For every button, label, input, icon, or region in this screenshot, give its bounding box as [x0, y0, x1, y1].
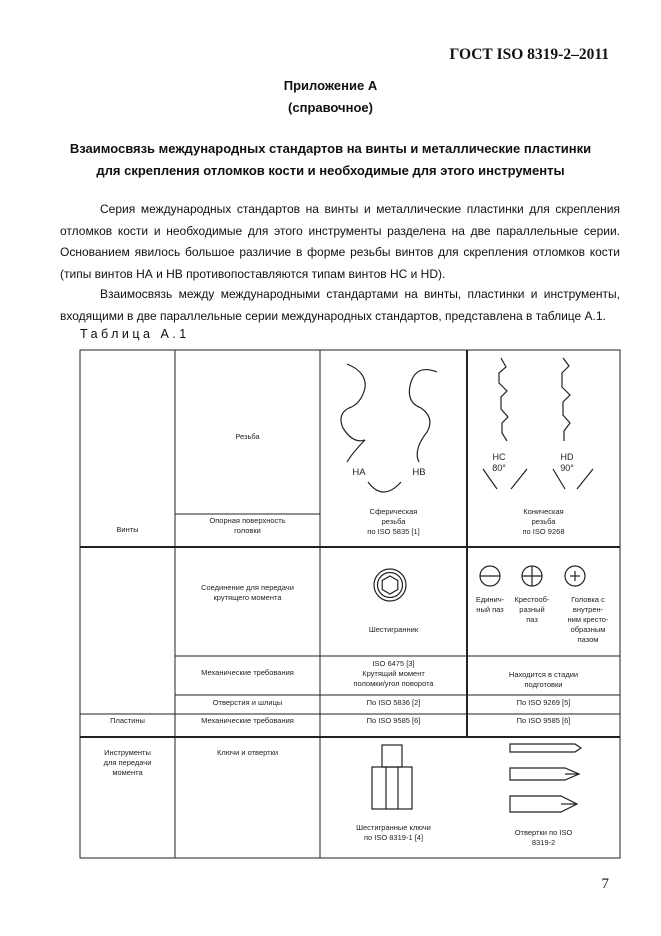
- hd-angle-label: 90°: [560, 463, 574, 473]
- paragraph-2: Взаимосвязь между международными стандартами на винты, пластинки и инструменты, входящими в две параллельные серии международных стандартов, представлена в таблице А.1.: [60, 287, 620, 323]
- mech-requirements-label: Механические требования: [201, 668, 294, 677]
- screwdrivers-line-1: Отвертки по ISO: [514, 828, 573, 837]
- instruments-label-line-1: Инструменты: [104, 748, 151, 757]
- table-caption: Таблица А.1: [80, 327, 190, 341]
- thread-label: Резьба: [235, 432, 260, 441]
- screwdriver-tips-icon: [505, 740, 585, 822]
- mech-left-text: [320, 659, 467, 689]
- plates-mech-requirements-label: Механические требования: [201, 716, 294, 725]
- mech-left-line-2: Крутящий момент: [362, 669, 425, 678]
- conical-thread-text: [467, 507, 620, 537]
- ha-label: HA: [352, 467, 366, 478]
- hb-thread-profile-icon: [409, 370, 437, 462]
- spherical-thread-line-2: резьба: [381, 517, 406, 526]
- mech-left-line-3: поломки/угол поворота: [353, 679, 434, 688]
- hc-label: HC: [492, 452, 506, 462]
- ha-hb-thread-diagram: [323, 360, 463, 510]
- spherical-thread-line-3: по ISO 5835 [1]: [367, 527, 420, 536]
- cross-slot-line-1: Крестооб-: [514, 595, 550, 604]
- cross-recess-head-line-4: образным: [570, 625, 606, 634]
- holes-right-text: По ISO 9269 [5]: [516, 698, 571, 707]
- instruments-label-line-2: для передачи: [103, 758, 152, 767]
- torque-connection-label: [175, 583, 320, 603]
- support-surface-line-2: головки: [234, 526, 261, 535]
- single-slot-line-2: ный паз: [476, 605, 504, 614]
- page-number: 7: [601, 876, 609, 892]
- ha-thread-profile-icon: [341, 364, 365, 462]
- single-slot-line-1: Единич-: [475, 595, 505, 604]
- mech-right-text: [467, 670, 620, 690]
- cross-slot-label: [509, 595, 555, 625]
- hc-angle-label: 80°: [492, 463, 506, 473]
- hex-socket-label: Шестигранник: [368, 625, 419, 634]
- paragraph-1: Серия международных стандартов на винты и металлические пластинки для скрепления отломков кости и необходимые для этого инструменты разделена на две параллельные серии. Основанием явилось большое различие в форме резьбы винтов для скрепления отломков кости (типы винтов НА и НВ противопоставляются типам винтов НС и НD).: [60, 202, 620, 281]
- instruments-label-line-3: момента: [112, 768, 143, 777]
- cross-recess-head-icon: [563, 564, 587, 588]
- section-title-line-1: Взаимосвязь международных стандартов на винты и металлические пластинки: [69, 141, 592, 156]
- annex-title: Приложение А: [283, 78, 378, 93]
- hex-key-icon: [367, 743, 417, 815]
- single-slot-label: [467, 595, 513, 615]
- screwdrivers-text: [467, 828, 620, 848]
- mech-left-line-1: ISO 6475 [3]: [372, 659, 415, 668]
- plates-right-text: По ISO 9585 [6]: [516, 716, 571, 725]
- hd-thread-profile-icon: [562, 358, 570, 441]
- cross-recess-head-line-5: пазом: [577, 635, 599, 644]
- support-surface-line-1: Опорная поверхность: [209, 516, 286, 525]
- hex-keys-line-1: Шестигранные ключи: [356, 823, 431, 832]
- hex-keys-text: [320, 823, 467, 843]
- keys-screwdrivers-label: Ключи и отвертки: [216, 748, 279, 757]
- torque-connection-line-1: Соединение для передачи: [201, 583, 294, 592]
- cross-recess-head-line-2: внутрен-: [572, 605, 604, 614]
- cross-recess-head-line-3: ним кресто-: [567, 615, 609, 624]
- screwdrivers-line-2: 8319-2: [531, 838, 556, 847]
- mech-right-line-1: Находится в стадии: [508, 670, 579, 679]
- cross-recess-head-label: [556, 595, 620, 645]
- conical-thread-line-3: по ISO 9268: [522, 527, 565, 536]
- hc-thread-profile-icon: [499, 358, 508, 441]
- spherical-thread-line-1: Сферическая: [369, 507, 418, 516]
- plates-row-label: Пластины: [110, 716, 145, 725]
- spherical-thread-text: [320, 507, 467, 537]
- standard-header: ГОСТ ISO 8319-2–2011: [449, 46, 609, 63]
- hd-label: HD: [560, 452, 574, 462]
- cross-recess-head-line-1: Головка с: [571, 595, 605, 604]
- hex-keys-line-2: по ISO 8319-1 [4]: [363, 833, 424, 842]
- thread-root-arc-icon: [368, 482, 401, 492]
- section-title-line-2: для скрепления отломков кости и необходимые для этого инструменты: [96, 163, 565, 178]
- hb-label: HB: [412, 467, 426, 478]
- hex-socket-icon: [370, 565, 410, 605]
- cross-slot-line-2: разный: [519, 605, 545, 614]
- conical-thread-line-1: Коническая: [523, 507, 564, 516]
- mech-right-line-2: подготовки: [524, 680, 563, 689]
- torque-connection-line-2: крутящего момента: [213, 593, 282, 602]
- holes-slots-label: Отверстия и шлицы: [212, 698, 283, 707]
- conical-thread-line-2: резьба: [531, 517, 556, 526]
- flat-screwdriver-tip-icon: [510, 744, 581, 752]
- support-surface-label: [175, 516, 320, 536]
- section-title: [0, 138, 661, 182]
- cross-slot-icon: [520, 564, 544, 588]
- plates-left-text: По ISO 9585 [6]: [366, 716, 421, 725]
- cross-slot-line-3: паз: [526, 615, 538, 624]
- single-slot-icon: [478, 564, 502, 588]
- instruments-row-label: [80, 748, 175, 778]
- screws-row-label: Винты: [116, 525, 139, 534]
- holes-left-text: По ISO 5836 [2]: [366, 698, 421, 707]
- annex-subtitle: (справочное): [288, 100, 373, 115]
- hc-hd-thread-diagram: [469, 353, 619, 493]
